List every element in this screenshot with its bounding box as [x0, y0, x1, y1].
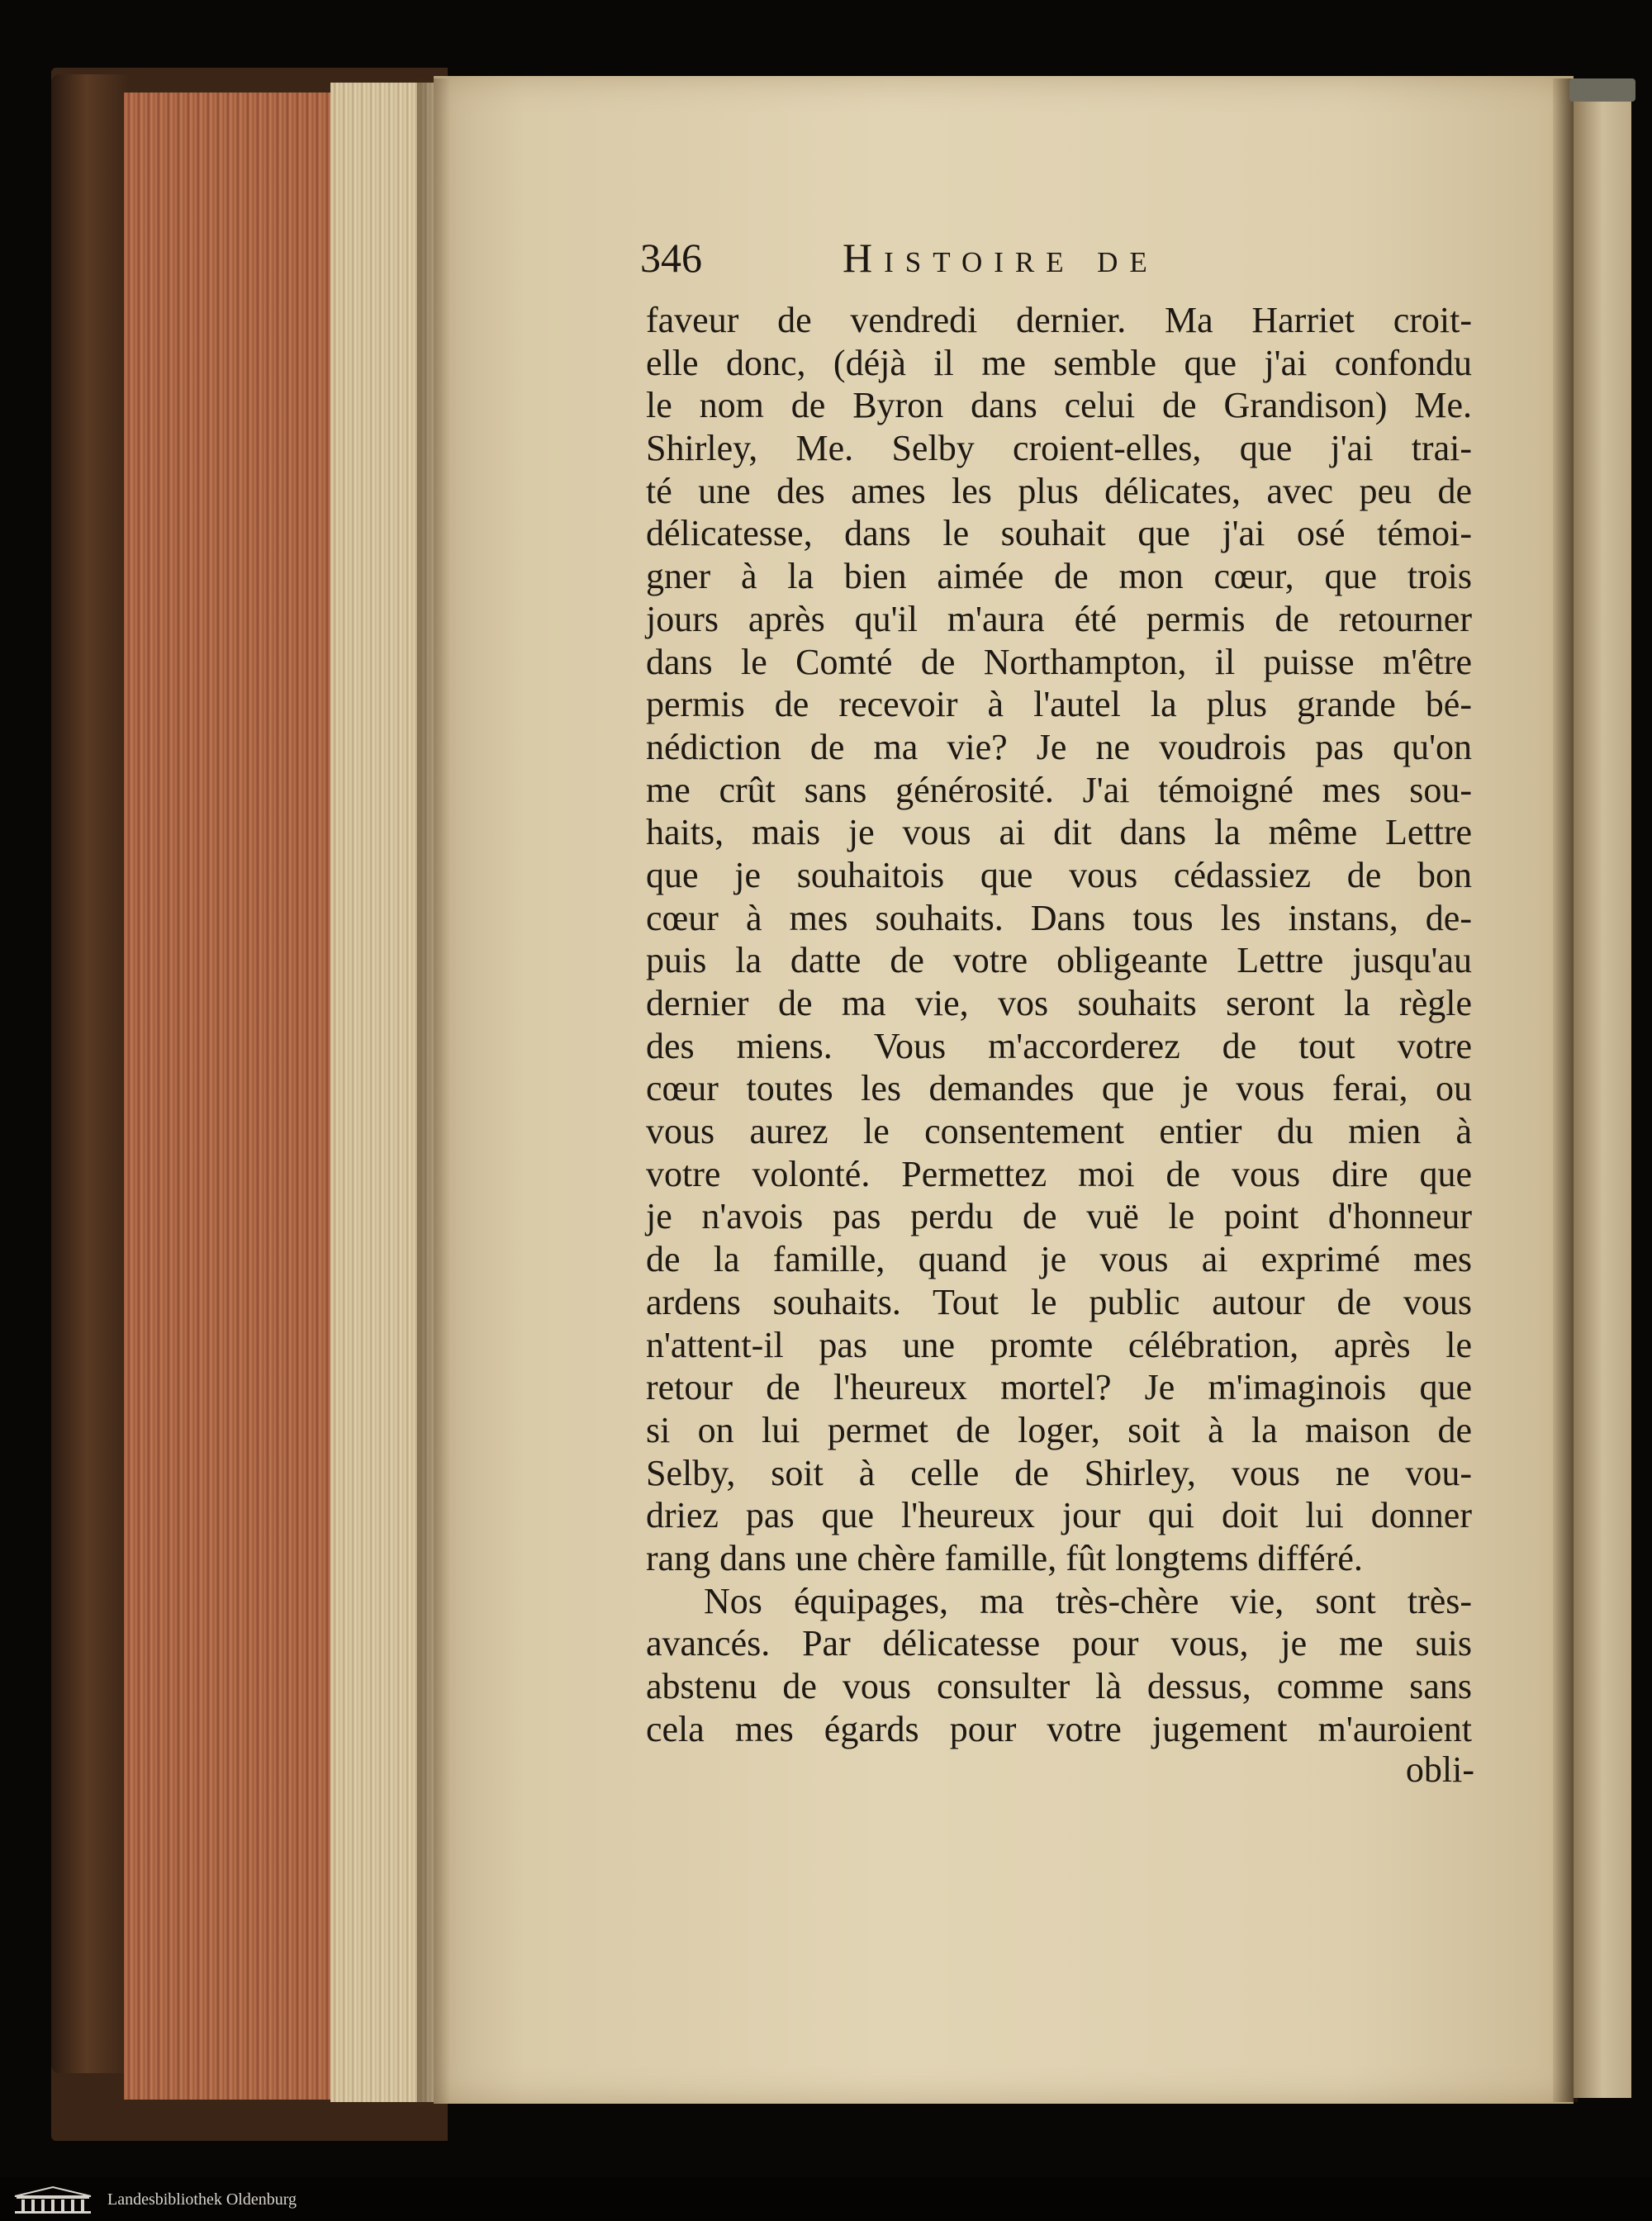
text-line: vous aurez le consentement entier du mien à [646, 1111, 1472, 1152]
text-line: que je souhaitois que vous cédassiez de bon [646, 854, 1472, 895]
running-head [640, 233, 1384, 282]
text-line: abstenu de vous consulter là dessus, comme sans [646, 1666, 1472, 1706]
text-line: cœur toutes les demandes que je vous ferai, ou [646, 1068, 1472, 1109]
footer-bar [0, 2177, 1652, 2221]
text-line: délicatesse, dans le souhait que j'ai osé témoi- [646, 513, 1472, 554]
library-building-icon [12, 2185, 94, 2214]
text-line: avancés. Par délicatesse pour vous, je me suis [646, 1623, 1472, 1664]
red-page-edges [124, 93, 335, 2100]
page-shadow [417, 78, 450, 2106]
text-line: cela mes égards pour votre jugement m'auroient [646, 1708, 1472, 1749]
paragraph-start-line: Nos équipages, ma très-chère vie, sont très- [704, 1580, 1472, 1621]
text-line: haits, mais je vous ai dit dans la même Lettre [646, 812, 1472, 853]
text-line: n'attent-il pas une promte célébration, après le [646, 1324, 1472, 1365]
leather-cover-edge [51, 74, 130, 2073]
text-line: té une des ames les plus délicates, avec peu de [646, 470, 1472, 511]
text-line: dans le Comté de Northampton, il puisse m'être [646, 641, 1472, 682]
text-line: retour de l'heureux mortel? Je m'imaginois que [646, 1367, 1472, 1408]
paragraph-end-line: rang dans une chère famille, fût longtems différé. [646, 1537, 1363, 1578]
text-line: dernier de ma vie, vos souhaits seront la règle [646, 983, 1472, 1023]
text-line: Selby, soit à celle de Shirley, vous ne vou- [646, 1452, 1472, 1493]
text-line: faveur de vendredi dernier. Ma Harriet croit- [646, 300, 1472, 340]
text-line: gner à la bien aimée de mon cœur, que trois [646, 556, 1472, 597]
text-line: de la famille, quand je vous ai exprimé mes [646, 1239, 1472, 1280]
facing-page-edge [1574, 83, 1631, 2098]
text-line: je n'avois pas perdu de vuë le point d'honneur [646, 1196, 1472, 1237]
text-line: des miens. Vous m'accorderez de tout votre [646, 1025, 1472, 1066]
text-line: me crût sans générosité. J'ai témoigné mes sou- [646, 769, 1472, 810]
text-line: si on lui permet de loger, soit à la maison de [646, 1409, 1472, 1450]
text-line: votre volonté. Permettez moi de vous dire que [646, 1153, 1472, 1194]
text-line: jours après qu'il m'aura été permis de retourner [646, 598, 1472, 639]
body-text [646, 299, 1472, 1750]
running-title: Histoire de [843, 235, 1159, 281]
catchword: obli- [1405, 1749, 1474, 1790]
metal-clasp [1569, 78, 1635, 102]
text-line: cœur à mes souhaits. Dans tous les instans, de- [646, 897, 1472, 938]
text-line: elle donc, (déjà il me semble que j'ai confondu [646, 342, 1472, 383]
text-line: Shirley, Me. Selby croient-elles, que j'ai trai- [646, 428, 1472, 469]
text-line: permis de recevoir à l'autel la plus grande bé- [646, 684, 1472, 725]
text-line: ardens souhaits. Tout le public autour de vous [646, 1281, 1472, 1322]
page-number: 346 [640, 235, 702, 281]
text-line: le nom de Byron dans celui de Grandison) Me. [646, 385, 1472, 426]
text-line: nédiction de ma vie? Je ne voudrois pas qu'on [646, 726, 1472, 767]
library-name[interactable]: Landesbibliothek Oldenburg [107, 2190, 297, 2209]
text-line: driez pas que l'heureux jour qui doit lui donner [646, 1495, 1472, 1536]
text-line: puis la datte de votre obligeante Lettre jusqu'au [646, 940, 1472, 981]
